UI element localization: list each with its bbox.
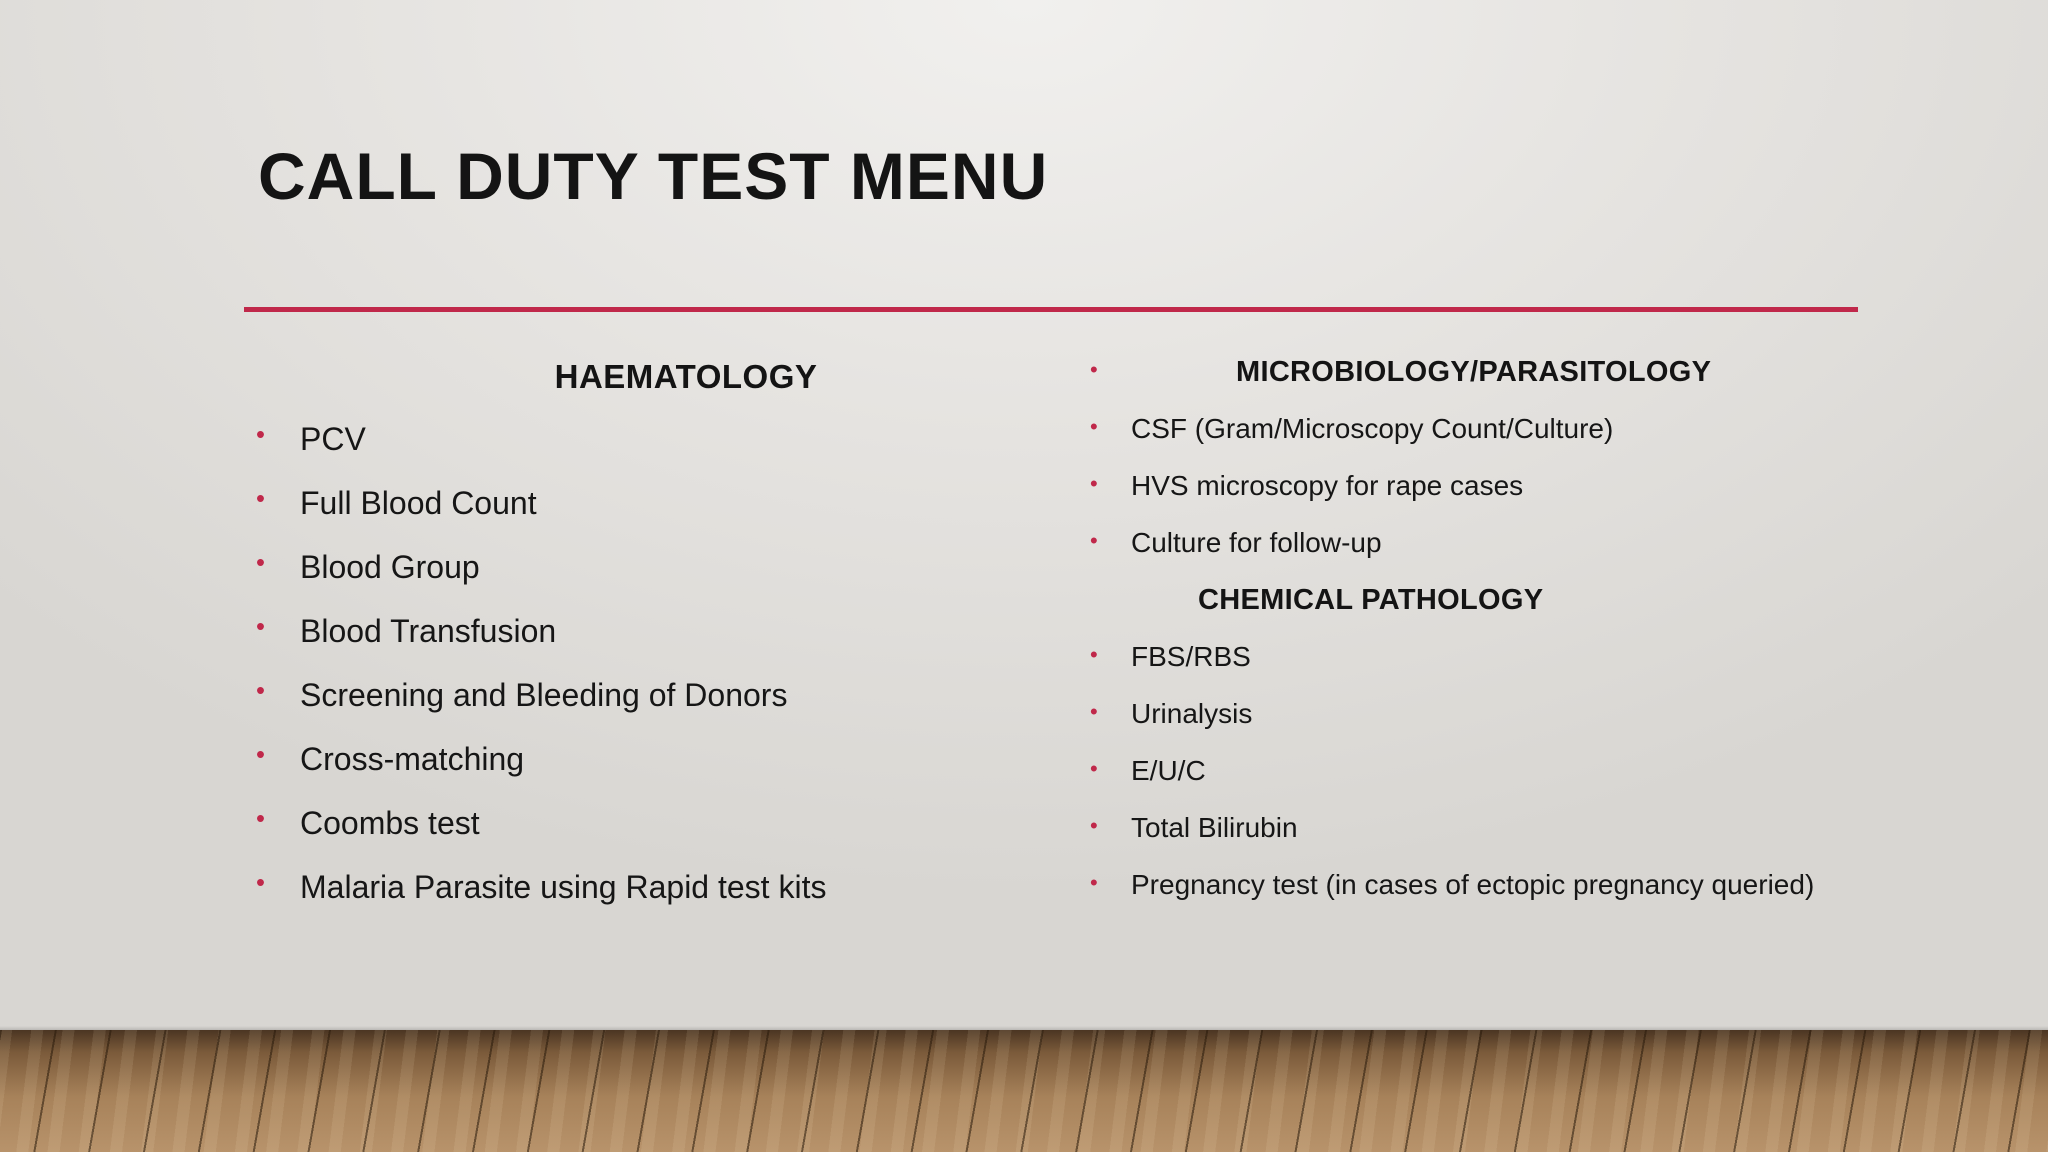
list-item: • Full Blood Count (256, 479, 826, 543)
list-item-label: HVS microscopy for rape cases (1131, 470, 1524, 501)
list-item: • Malaria Parasite using Rapid test kits (256, 863, 826, 927)
list-item: • PCV (256, 415, 826, 479)
haematology-list (256, 415, 826, 927)
title-divider (244, 307, 1858, 312)
list-item-label: Total Bilirubin (1131, 812, 1298, 843)
list-item-label: CSF (Gram/Microscopy Count/Culture) (1131, 413, 1614, 444)
list-item: • Screening and Bleeding of Donors (256, 671, 826, 735)
list-item: • Cross-matching (256, 735, 826, 799)
microbiology-heading: MICROBIOLOGY/PARASITOLOGY (1236, 356, 1712, 388)
bullet-icon: • (1090, 756, 1098, 781)
bullet-icon: • (1090, 813, 1098, 838)
wood-floor-background (0, 1030, 2048, 1152)
list-item-label: Urinalysis (1131, 698, 1253, 729)
bullet-icon: • (1090, 414, 1098, 439)
bullet-icon: • (1090, 357, 1098, 382)
haematology-heading: HAEMATOLOGY (554, 358, 818, 395)
list-item-label: FBS/RBS (1131, 641, 1251, 672)
bullet-icon: • (1090, 471, 1098, 496)
bullet-icon: • (1090, 870, 1098, 895)
slide-title: CALL DUTY TEST MENU (258, 139, 1049, 213)
chemical-pathology-heading: CHEMICAL PATHOLOGY (1198, 584, 1544, 616)
bullet-icon: • (1090, 699, 1098, 724)
list-item-label: Pregnancy test (in cases of ectopic pregnancy queried) (1131, 869, 1815, 900)
list-item-label: Culture for follow-up (1131, 527, 1382, 558)
list-item-label: E/U/C (1131, 755, 1206, 786)
list-item: • Blood Transfusion (256, 607, 826, 671)
list-item: • Coombs test (256, 799, 826, 863)
list-item: • Blood Group (256, 543, 826, 607)
bullet-icon: • (1090, 528, 1098, 553)
bullet-icon: • (1090, 642, 1098, 667)
